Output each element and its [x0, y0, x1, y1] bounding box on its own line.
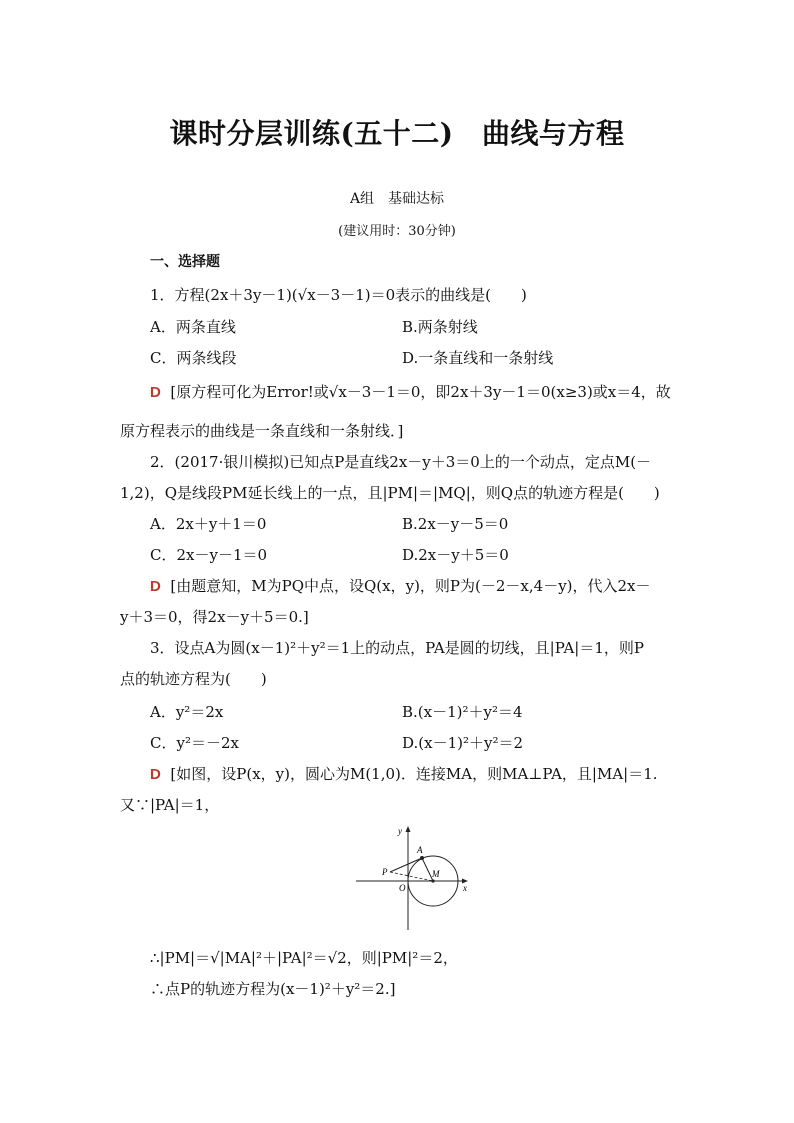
- q2-option-a: A．2x＋y＋1＝0: [150, 515, 267, 533]
- y-axis-arrow: [406, 826, 411, 832]
- q3-conclusion-2: ∴点P的轨迹方程为(x－1)²＋y²＝2.]: [150, 980, 396, 998]
- q3-conclusion-1: ∴|PM|＝√|MA|²＋|PA|²＝√2，则|PM|²＝2，: [150, 949, 458, 967]
- q2-option-c: C．2x－y－1＝0: [150, 546, 268, 564]
- q3-option-c: C．y²＝－2x: [150, 734, 239, 752]
- q2-stem-1: 2．(2017·银川模拟)已知点P是直线2x－y＋3＝0上的一个动点，定点M(－: [150, 453, 652, 471]
- point-m: [431, 879, 434, 882]
- q3-stem-2: 点的轨迹方程为( ): [120, 670, 267, 688]
- q3-option-b: B.(x－1)²＋y²＝4: [402, 703, 523, 721]
- label-p: P: [382, 867, 388, 877]
- q2-option-d: D.2x－y＋5＝0: [402, 546, 509, 564]
- q1-option-a: A．两条直线: [150, 318, 236, 336]
- q2-solution-line-1: [150, 576, 651, 597]
- q1-option-b: B.两条射线: [402, 318, 478, 336]
- q1-solution-line-1: [150, 382, 671, 403]
- label-a: A: [417, 845, 423, 855]
- q2-stem-2: 1,2)，Q是线段PM延长线上的一点，且|PM|＝|MQ|，则Q点的轨迹方程是( ): [120, 484, 660, 502]
- group-title: A组 基础达标: [349, 191, 445, 207]
- q1-option-d: D.一条直线和一条射线: [402, 349, 554, 367]
- q3-option-a: A．y²＝2x: [150, 703, 224, 721]
- q1-explanation-1: [原方程可化为Error!或√x－3－1＝0，即2x＋3y－1＝0(x≥3)或x＝4，故: [170, 383, 671, 401]
- label-m: M: [432, 869, 440, 879]
- y-axis-label: y: [398, 826, 402, 836]
- section-heading: 一、选择题: [150, 254, 220, 270]
- tangent-line-pa: [390, 858, 422, 872]
- q3-stem-1: 3．设点A为圆(x－1)²＋y²＝1上的动点，PA是圆的切线，且|PA|＝1，则P: [150, 639, 644, 657]
- q3-option-d: D.(x－1)²＋y²＝2: [402, 734, 524, 752]
- q3-explanation-2: 又∵|PA|＝1，: [120, 796, 220, 814]
- page-title: 课时分层训练(五十二) 曲线与方程: [169, 117, 625, 150]
- q1-answer: D: [150, 384, 161, 401]
- q2-explanation-2: y＋3＝0，得2x－y＋5＝0.]: [120, 608, 309, 626]
- circle-tangent-figure: [352, 825, 472, 935]
- segment-pm: [390, 872, 433, 881]
- x-axis-label: x: [463, 883, 467, 893]
- label-o: O: [399, 883, 406, 893]
- q2-option-b: B.2x－y－5＝0: [402, 515, 509, 533]
- q1-explanation-2: 原方程表示的曲线是一条直线和一条射线．]: [120, 422, 404, 440]
- q1-stem: 1．方程(2x＋3y－1)(√x－3－1)＝0表示的曲线是( ): [150, 286, 527, 304]
- q3-explanation-1: [如图，设P(x，y)，圆心为M(1,0)．连接MA，则MA⊥PA，且|MA|＝1.: [170, 765, 658, 783]
- time-note: (建议用时：30分钟): [338, 224, 456, 239]
- q2-explanation-1: [由题意知，M为PQ中点，设Q(x，y)，则P为(－2－x,4－y)，代入2x－: [170, 577, 651, 595]
- q3-answer: D: [150, 766, 161, 783]
- q2-answer: D: [150, 578, 161, 595]
- point-a: [420, 856, 424, 860]
- q1-option-c: C．两条线段: [150, 349, 237, 367]
- q3-solution-line-1: [150, 764, 658, 785]
